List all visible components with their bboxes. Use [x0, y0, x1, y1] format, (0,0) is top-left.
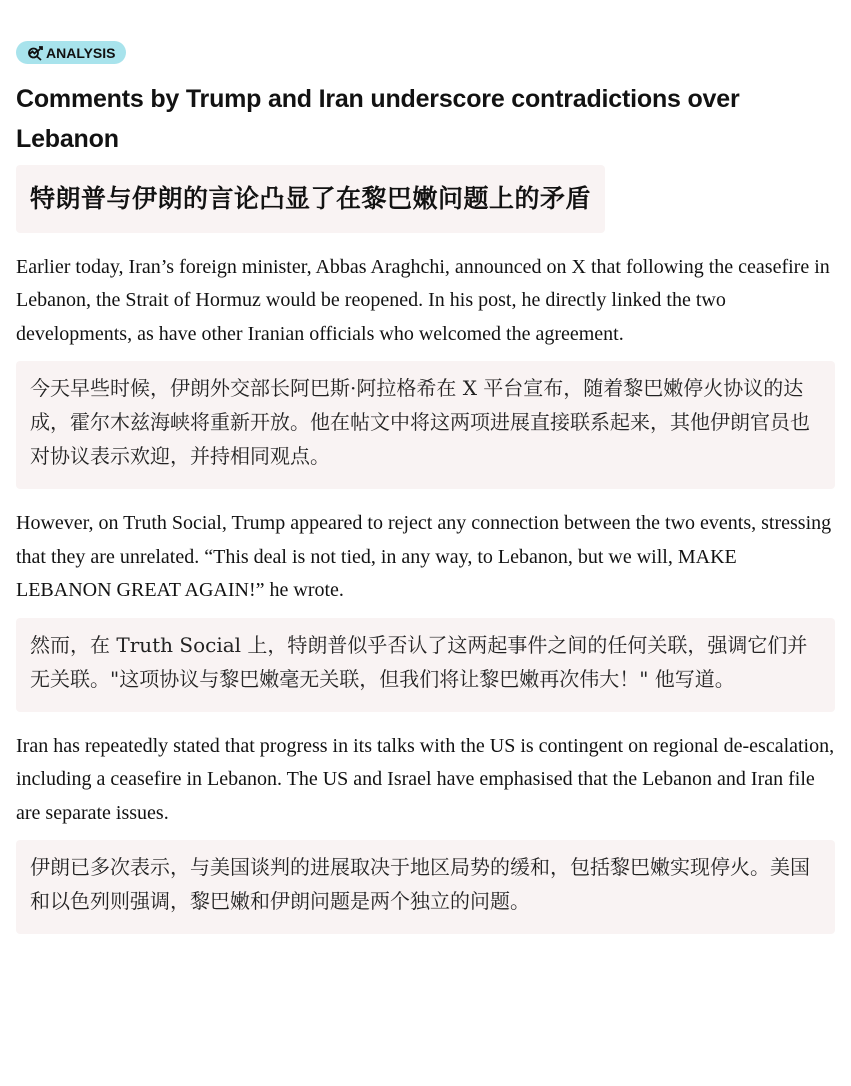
paragraph: Earlier today, Iran’s foreign minister, Abbas Araghchi, announced on X that following the ceasefire in Lebanon, the Strait of Hormuz would be reopened. In his post, he directly linked the two developments, as have other Iranian officials who welcomed the agreement. [16, 255, 830, 345]
headline: Comments by Trump and Iran underscore contradictions over Lebanon [16, 84, 740, 153]
paragraph: However, on Truth Social, Trump appeared to reject any connection between the two events, stressing that they are unrelated. “This deal is not tied, in any way, to Lebanon, but we will, MAKE LEBANON GREAT AGAIN!” he wrote. [16, 512, 832, 601]
article [16, 41, 835, 934]
analysis-badge [16, 41, 126, 64]
analysis-chart-icon [27, 45, 43, 61]
paragraph: Iran has repeatedly stated that progress in its talks with the US is contingent on regional de-escalation, including a ceasefire in Lebanon. The US and Israel have emphasised that the Lebanon and Iran file are separate issues. [16, 734, 835, 824]
paragraph-translation: 伊朗已多次表示，与美国谈判的进展取决于地区局势的缓和，包括黎巴嫩实现停火。美国和以色列则强调，黎巴嫩和伊朗问题是两个独立的问题。 [16, 840, 835, 934]
paragraph-translation: 今天早些时候，伊朗外交部长阿巴斯·阿拉格希在 X 平台宣布，随着黎巴嫩停火协议的达成，霍尔木兹海峡将重新开放。他在帖文中将这两项进展直接联系起来，其他伊朗官员也对协议表示欢迎，并持相同观点。 [16, 361, 835, 489]
headline-translation: 特朗普与伊朗的言论凸显了在黎巴嫩问题上的矛盾 [16, 165, 605, 233]
paragraph-translation: 然而，在 Truth Social 上，特朗普似乎否认了这两起事件之间的任何关联，强调它们并无关联。"这项协议与黎巴嫩毫无关联，但我们将让黎巴嫩再次伟大！" 他写道。 [16, 618, 835, 712]
badge-label: ANALYSIS [46, 44, 116, 61]
